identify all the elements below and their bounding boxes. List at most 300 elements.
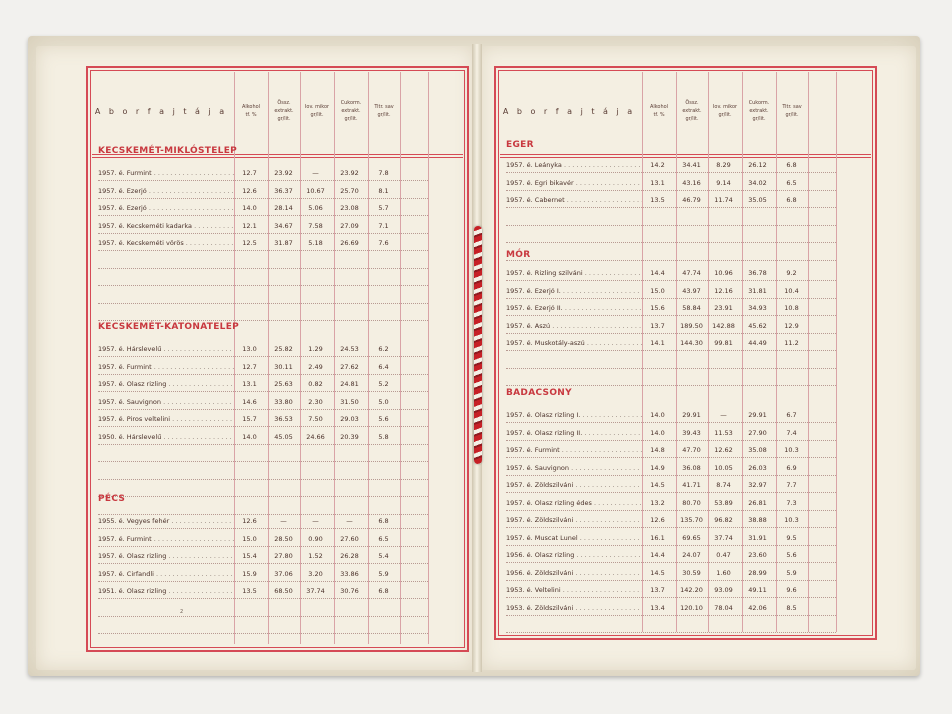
row-rule: [98, 426, 428, 427]
row-rule: [506, 315, 836, 316]
value-cell: 25.63: [274, 380, 293, 388]
value-cell: 7.3: [786, 498, 797, 507]
value-cell: 5.0: [378, 397, 389, 406]
row-rule: [98, 198, 428, 199]
wine-name: 1957. é. Furmint . . .: [98, 535, 234, 543]
value-cell: 5.9: [378, 569, 389, 578]
table-row: [496, 284, 875, 299]
value-cell: 14.9: [650, 463, 665, 472]
table-row: [496, 583, 875, 598]
value-cell: 33.86: [340, 569, 359, 578]
value-cell: 7.6: [378, 239, 389, 247]
binding-cord: [474, 226, 482, 464]
table-row: [496, 601, 875, 616]
table-row: [496, 426, 875, 441]
value-cell: 24.07: [682, 551, 701, 559]
value-cell: —: [280, 517, 287, 525]
wine-name: 1957. é. Hárslevelű . . .: [98, 345, 234, 353]
value-cell: 28.50: [274, 534, 293, 543]
value-cell: 7.58: [308, 221, 323, 230]
column-header: Iov. mikor gr/lit.: [304, 104, 330, 118]
value-cell: 5.18: [308, 239, 323, 247]
table-row: [496, 548, 875, 563]
value-cell: 49.11: [748, 586, 767, 594]
blank-row-rule: [98, 303, 428, 304]
value-cell: 43.16: [682, 178, 701, 187]
column-rule: [428, 72, 429, 644]
column-rule: [742, 72, 743, 632]
wine-name: 1957. é. Ezerjó . . .: [98, 187, 234, 195]
value-cell: 10.05: [714, 463, 733, 472]
value-cell: 27.90: [748, 428, 767, 437]
value-cell: 53.89: [714, 498, 733, 507]
value-cell: 37.74: [306, 587, 325, 595]
region-title: MÓR: [506, 250, 531, 260]
value-cell: 14.0: [242, 432, 257, 441]
value-cell: 2.30: [308, 397, 323, 406]
blank-row-rule: [98, 461, 428, 462]
value-cell: 12.1: [242, 221, 257, 230]
wine-name: 1957. é. Sauvignon . . .: [506, 464, 642, 472]
value-cell: 42.06: [748, 603, 767, 612]
value-cell: 25.70: [340, 186, 359, 195]
table-row: [88, 360, 467, 375]
table-row: [88, 549, 467, 564]
value-cell: —: [720, 411, 727, 419]
value-cell: 45.62: [748, 321, 767, 330]
row-rule: [506, 190, 836, 191]
value-cell: 14.0: [650, 428, 665, 437]
value-cell: 14.1: [650, 339, 665, 347]
value-cell: 35.08: [748, 446, 767, 454]
value-cell: 8.74: [716, 481, 731, 489]
value-cell: 13.7: [650, 586, 665, 594]
column-header: Cukorm. extrakt. gr/lit.: [748, 100, 770, 122]
value-cell: —: [312, 169, 319, 177]
value-cell: 32.97: [748, 481, 767, 489]
column-rule: [642, 72, 643, 632]
table-heading: A b o r f a j t á j a: [502, 106, 636, 116]
value-cell: 46.79: [682, 196, 701, 204]
value-cell: 11.74: [714, 196, 733, 204]
value-cell: 15.0: [242, 534, 257, 543]
blank-row-rule: [98, 616, 428, 617]
value-cell: 33.80: [274, 397, 293, 406]
column-rule: [836, 72, 837, 632]
value-cell: 13.2: [650, 498, 665, 507]
value-cell: 26.69: [340, 239, 359, 247]
value-cell: 31.87: [274, 239, 293, 247]
value-cell: 14.4: [650, 551, 665, 559]
row-rule: [506, 457, 836, 458]
right-wine-table: [496, 68, 875, 638]
wine-name: 1957. é. Zöldszilváni . . .: [506, 516, 642, 524]
value-cell: 5.6: [378, 415, 389, 423]
blank-row-rule: [98, 285, 428, 286]
column-rule: [334, 72, 335, 644]
value-cell: 15.6: [650, 304, 665, 312]
value-cell: 8.29: [716, 161, 731, 169]
value-cell: 78.04: [714, 603, 733, 612]
wine-name: 1957. é. Olasz rizling II. . . .: [506, 429, 642, 437]
value-cell: 9.6: [786, 586, 797, 594]
value-cell: 5.06: [308, 204, 323, 212]
value-cell: 135.70: [680, 516, 703, 524]
region-title: PÉCS: [98, 494, 126, 504]
value-cell: 16.1: [650, 533, 665, 542]
region-title: KECSKEMÉT-KATONATELEP: [98, 322, 240, 332]
row-rule: [98, 374, 428, 375]
wine-name: 1957. é. Olasz rizling . . .: [98, 552, 234, 560]
wine-name: 1950. é. Hárslevelű . . .: [98, 433, 234, 441]
value-cell: 9.5: [786, 533, 797, 542]
table-row: [88, 201, 467, 216]
value-cell: 14.5: [650, 568, 665, 577]
value-cell: 13.5: [242, 587, 257, 595]
value-cell: 12.6: [650, 516, 665, 524]
column-rule: [368, 72, 369, 644]
value-cell: 5.6: [786, 551, 797, 559]
value-cell: 27.09: [340, 221, 359, 230]
value-cell: 12.9: [784, 321, 799, 330]
table-row: [88, 184, 467, 199]
row-rule: [506, 280, 836, 281]
value-cell: 14.8: [650, 446, 665, 454]
value-cell: 80.70: [682, 498, 701, 507]
wine-name: 1957. é. Furmint . . .: [98, 363, 234, 371]
value-cell: 12.62: [714, 446, 733, 454]
value-cell: 38.88: [748, 516, 767, 524]
value-cell: 15.9: [242, 569, 257, 578]
wine-name: 1957. é. Olasz rizling édes . . .: [506, 499, 642, 507]
wine-name: 1957. é. Olasz rizling I. . . .: [506, 411, 642, 419]
value-cell: 10.96: [714, 269, 733, 277]
blank-row-rule: [506, 368, 836, 369]
value-cell: 28.14: [274, 204, 293, 212]
column-header: Össz. extrakt. gr/lit.: [274, 100, 294, 122]
wine-name: 1957. é. Kecskeméti kadarka . . .: [98, 222, 234, 230]
value-cell: 28.99: [748, 568, 767, 577]
value-cell: 12.7: [242, 362, 257, 371]
value-cell: 26.12: [748, 161, 767, 169]
row-rule: [98, 546, 428, 547]
wine-name: 1957. é. Ezerjó I. . . .: [506, 287, 642, 295]
value-cell: 13.4: [650, 603, 665, 612]
value-cell: 7.50: [308, 415, 323, 423]
value-cell: 15.7: [242, 415, 257, 423]
table-row: [496, 193, 875, 208]
value-cell: 34.67: [274, 221, 293, 230]
wine-name: 1953. é. Veltelini . . .: [506, 586, 642, 594]
blank-row-rule: [506, 632, 836, 633]
value-cell: 120.10: [680, 603, 703, 612]
row-rule: [98, 250, 428, 251]
value-cell: 142.20: [680, 586, 703, 594]
column-header: Titr. sav gr/lit.: [782, 104, 802, 118]
value-cell: 14.0: [650, 411, 665, 419]
value-cell: 29.91: [748, 411, 767, 419]
value-cell: 36.08: [682, 463, 701, 472]
value-cell: 20.39: [340, 432, 359, 441]
value-cell: 31.81: [748, 286, 767, 295]
row-rule: [506, 422, 836, 423]
wine-name: 1955. é. Vegyes fehér . . .: [98, 517, 234, 525]
value-cell: 9.2: [786, 269, 797, 277]
blank-row-rule: [98, 496, 428, 497]
value-cell: 99.81: [714, 339, 733, 347]
right-table-frame: [494, 66, 877, 640]
table-row: [496, 301, 875, 316]
region-title: EGER: [506, 140, 534, 150]
table-row: [88, 430, 467, 445]
value-cell: 15.4: [242, 552, 257, 560]
column-rule: [776, 72, 777, 632]
row-rule: [98, 581, 428, 582]
value-cell: 6.7: [786, 411, 797, 419]
value-cell: 24.53: [340, 345, 359, 353]
value-cell: 3.20: [308, 569, 323, 578]
value-cell: 6.8: [786, 161, 797, 169]
table-row: [496, 408, 875, 423]
row-rule: [506, 615, 836, 616]
wine-name: 1957. é. Furmint . . .: [98, 169, 234, 177]
column-rule: [676, 72, 677, 632]
wine-name: 1956. é. Zöldszilváni . . .: [506, 569, 642, 577]
region-title: BADACSONY: [506, 388, 572, 398]
value-cell: 5.9: [786, 568, 797, 577]
value-cell: 5.7: [378, 204, 389, 212]
value-cell: 12.6: [242, 517, 257, 525]
value-cell: 23.92: [340, 169, 359, 177]
row-rule: [506, 207, 836, 208]
table-row: [88, 514, 467, 529]
left-wine-table: [88, 68, 467, 650]
value-cell: 39.43: [682, 428, 701, 437]
column-header: Össz. extrakt. gr/lit.: [682, 100, 702, 122]
value-cell: 14.4: [650, 269, 665, 277]
row-rule: [506, 333, 836, 334]
value-cell: 11.53: [714, 428, 733, 437]
value-cell: 142.88: [712, 321, 735, 330]
value-cell: 10.3: [784, 446, 799, 454]
wine-name: 1957. é. Leányka . . .: [506, 161, 642, 169]
row-rule: [98, 563, 428, 564]
value-cell: 14.5: [650, 481, 665, 489]
table-row: [88, 412, 467, 427]
value-cell: 6.2: [378, 345, 389, 353]
value-cell: 12.6: [242, 186, 257, 195]
row-rule: [506, 562, 836, 563]
value-cell: —: [346, 517, 353, 525]
blank-row-rule: [506, 225, 836, 226]
value-cell: 13.1: [242, 380, 257, 388]
value-cell: 0.47: [716, 551, 731, 559]
row-rule: [506, 580, 836, 581]
value-cell: 58.84: [682, 304, 701, 312]
blank-row-rule: [98, 479, 428, 480]
value-cell: 14.0: [242, 204, 257, 212]
row-rule: [506, 475, 836, 476]
wine-name: 1957. é. Muskotály-aszú . . .: [506, 339, 642, 347]
row-rule: [506, 527, 836, 528]
row-rule: [506, 350, 836, 351]
value-cell: 6.8: [378, 517, 389, 525]
column-rule: [268, 72, 269, 644]
row-rule: [98, 598, 428, 599]
value-cell: 7.7: [786, 481, 797, 489]
value-cell: 29.91: [682, 411, 701, 419]
value-cell: 36.37: [274, 186, 293, 195]
column-rule: [300, 72, 301, 644]
region-title: KECSKEMÉT-MIKLÓSTELEP: [98, 146, 238, 156]
row-rule: [506, 298, 836, 299]
value-cell: 5.8: [378, 432, 389, 441]
table-heading: A b o r f a j t á j a: [94, 106, 228, 116]
column-rule: [234, 72, 235, 644]
value-cell: 10.67: [306, 186, 325, 195]
table-row: [88, 584, 467, 599]
row-rule: [506, 545, 836, 546]
table-row: [88, 395, 467, 410]
row-rule: [506, 510, 836, 511]
value-cell: 68.50: [274, 587, 293, 595]
wine-name: 1957. é. Aszú . . .: [506, 322, 642, 330]
value-cell: 10.4: [784, 286, 799, 295]
value-cell: 35.05: [748, 196, 767, 204]
value-cell: 47.70: [682, 446, 701, 454]
value-cell: 9.14: [716, 178, 731, 187]
table-row: [496, 319, 875, 334]
wine-name: 1957. é. Ezerjó . . .: [98, 204, 234, 212]
column-rule: [400, 72, 401, 644]
value-cell: 7.8: [378, 169, 389, 177]
table-row: [496, 266, 875, 281]
value-cell: 7.1: [378, 221, 389, 230]
left-table-frame: [86, 66, 469, 652]
value-cell: 6.9: [786, 463, 797, 472]
value-cell: 96.82: [714, 516, 733, 524]
value-cell: 36.78: [748, 269, 767, 277]
wine-name: 1957. é. Cabernet . . .: [506, 196, 642, 204]
value-cell: 6.8: [786, 196, 797, 204]
value-cell: 6.5: [786, 178, 797, 187]
value-cell: 27.80: [274, 552, 293, 560]
row-rule: [98, 444, 428, 445]
table-row: [88, 236, 467, 251]
value-cell: 12.16: [714, 286, 733, 295]
value-cell: 26.28: [340, 552, 359, 560]
table-row: [496, 336, 875, 351]
wine-name: 1957. é. Rizling szilváni . . .: [506, 269, 642, 277]
table-row: [88, 567, 467, 582]
table-row: [496, 176, 875, 191]
wine-name: 1957. é. Muscat Lunel . . .: [506, 534, 642, 542]
wine-name: 1957. é. Sauvignon . . .: [98, 398, 234, 406]
table-row: [496, 513, 875, 528]
value-cell: 6.4: [378, 362, 389, 371]
wine-name: 1957. é. Zöldszilváni . . .: [506, 481, 642, 489]
value-cell: 26.81: [748, 498, 767, 507]
row-rule: [98, 215, 428, 216]
blank-row-rule: [98, 633, 428, 634]
wine-name: 1957. é. Cirfandli . . .: [98, 570, 234, 578]
value-cell: —: [312, 517, 319, 525]
header-rule: [92, 154, 463, 158]
value-cell: 13.7: [650, 321, 665, 330]
value-cell: 47.74: [682, 269, 701, 277]
value-cell: 31.91: [748, 533, 767, 542]
table-row: [496, 443, 875, 458]
value-cell: 23.60: [748, 551, 767, 559]
column-header: Iov. mikor gr/lit.: [712, 104, 738, 118]
table-row: [496, 496, 875, 511]
value-cell: 8.1: [378, 186, 389, 195]
value-cell: 12.5: [242, 239, 257, 247]
wine-name: 1953. é. Zöldszilváni . . .: [506, 604, 642, 612]
value-cell: 12.7: [242, 169, 257, 177]
value-cell: 25.82: [274, 345, 293, 353]
table-row: [88, 342, 467, 357]
value-cell: 30.11: [274, 362, 293, 371]
value-cell: 7.4: [786, 428, 797, 437]
value-cell: 1.60: [716, 568, 731, 577]
value-cell: 34.41: [682, 161, 701, 169]
table-row: [496, 566, 875, 581]
value-cell: 14.6: [242, 397, 257, 406]
column-header: Cukorm. extrakt. gr/lit.: [340, 100, 362, 122]
value-cell: 13.1: [650, 178, 665, 187]
table-row: [496, 478, 875, 493]
value-cell: 43.97: [682, 286, 701, 295]
column-header: Alkohol tf. %: [650, 104, 668, 118]
row-rule: [98, 409, 428, 410]
blank-row-rule: [506, 242, 836, 243]
value-cell: 14.2: [650, 161, 665, 169]
header-rule: [500, 154, 871, 158]
value-cell: 23.91: [714, 304, 733, 312]
row-rule: [506, 440, 836, 441]
wine-name: 1951. é. Olasz rizling . . .: [98, 587, 234, 595]
page-number: 2: [180, 609, 184, 615]
value-cell: 27.60: [340, 534, 359, 543]
row-rule: [98, 180, 428, 181]
value-cell: 26.03: [748, 463, 767, 472]
value-cell: 10.8: [784, 304, 799, 312]
wine-name: 1956. é. Olasz rizling . . .: [506, 551, 642, 559]
wine-name: 1957. é. Ezerjó II. . . .: [506, 304, 642, 312]
value-cell: 5.2: [378, 380, 389, 388]
value-cell: 30.59: [682, 568, 701, 577]
value-cell: 44.49: [748, 339, 767, 347]
value-cell: 11.2: [784, 339, 799, 347]
value-cell: 37.06: [274, 569, 293, 578]
blank-row-rule: [98, 268, 428, 269]
value-cell: 23.92: [274, 169, 293, 177]
column-rule: [708, 72, 709, 632]
row-rule: [98, 391, 428, 392]
blank-row-rule: [98, 320, 428, 321]
table-row: [88, 166, 467, 181]
blank-row-rule: [98, 514, 428, 515]
row-rule: [506, 597, 836, 598]
value-cell: 29.03: [340, 415, 359, 423]
value-cell: 69.65: [682, 533, 701, 542]
value-cell: 37.74: [714, 533, 733, 542]
value-cell: 24.66: [306, 432, 325, 441]
row-rule: [506, 492, 836, 493]
value-cell: 5.4: [378, 552, 389, 560]
wine-name: 1957. é. Olasz rizling . . .: [98, 380, 234, 388]
